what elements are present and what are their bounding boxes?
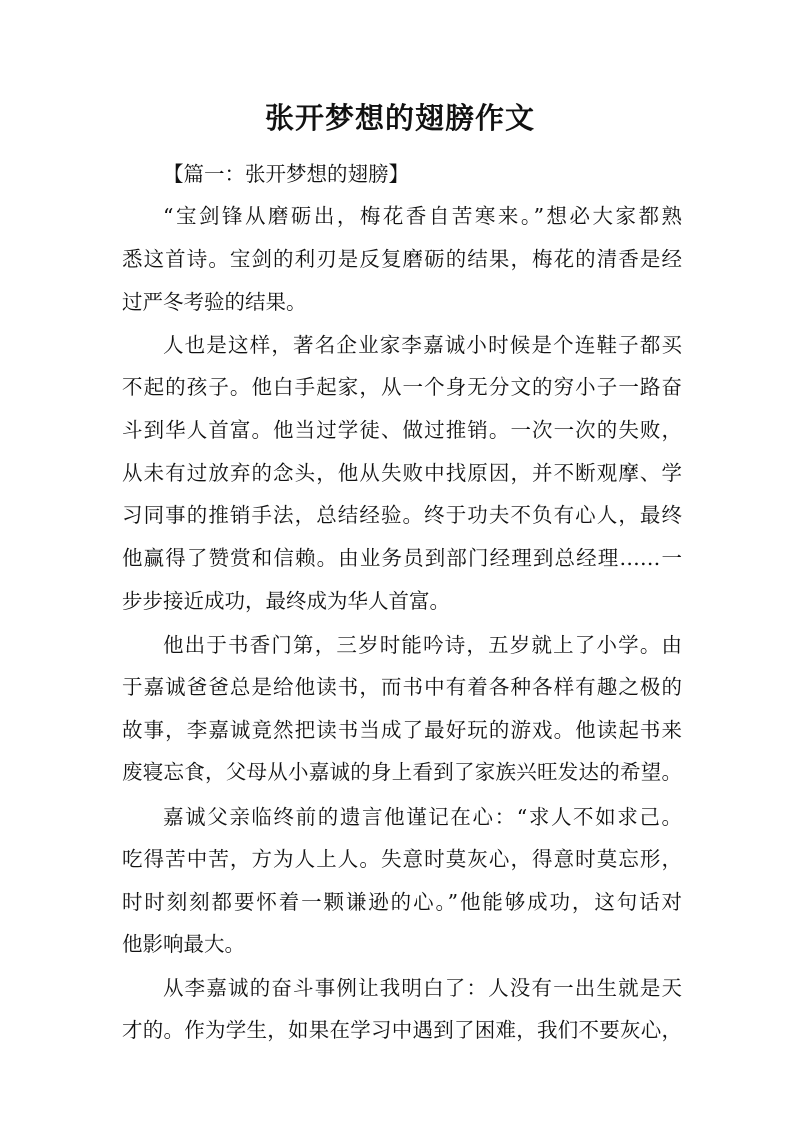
paragraph-line: “宝剑锋从磨砺出，梅花香自苦寒来。”想必大家都熟 — [163, 204, 682, 228]
paragraph-line: 人也是这样，著名企业家李嘉诚小时候是个连鞋子都买 — [163, 333, 682, 357]
paragraph-line: 斗到华人首富。他当过学徒、做过推销。一次一次的失败， — [122, 418, 682, 442]
paragraph-line: 嘉诚父亲临终前的遗言他谨记在心：“求人不如求己。 — [163, 805, 682, 829]
document-title: 张开梦想的翅膀作文 — [264, 101, 535, 135]
paragraph-line: 步步接近成功，最终成为华人首富。 — [122, 589, 450, 613]
paragraph-line: 他赢得了赞赏和信赖。由业务员到部门经理到总经理……一 — [122, 546, 682, 570]
paragraph-line: 从李嘉诚的奋斗事例让我明白了：人没有一出生就是天 — [163, 976, 682, 1000]
paragraph-line: 悉这首诗。宝剑的利刃是反复磨砺的结果，梅花的清香是经 — [122, 247, 682, 271]
paragraph-line: 从未有过放弃的念头，他从失败中找原因，并不断观摩、学 — [122, 461, 682, 485]
paragraph-line: 才的。作为学生，如果在学习中遇到了困难，我们不要灰心， — [122, 1018, 682, 1042]
paragraph-line: 吃得苦中苦，方为人上人。失意时莫灰心，得意时莫忘形， — [122, 847, 682, 871]
paragraph-line: 他影响最大。 — [122, 932, 245, 956]
paragraph-line: 习同事的推销手法，总结经验。终于功夫不负有心人，最终 — [122, 503, 682, 527]
paragraph-line: 时时刻刻都要怀着一颗谦逊的心。”他能够成功，这句话对 — [122, 890, 682, 914]
paragraph-line: 过严冬考验的结果。 — [122, 290, 307, 314]
paragraph-line: 不起的孩子。他白手起家，从一个身无分文的穷小子一路奋 — [122, 375, 682, 399]
paragraph-line: 他出于书香门第，三岁时能吟诗，五岁就上了小学。由 — [163, 633, 682, 657]
section-heading: 【篇一：张开梦想的翅膀】 — [163, 162, 409, 186]
paragraph-line: 废寝忘食，父母从小嘉诚的身上看到了家族兴旺发达的希望。 — [122, 760, 682, 784]
paragraph-line: 故事，李嘉诚竟然把读书当成了最好玩的游戏。他读起书来 — [122, 718, 682, 742]
paragraph-line: 于嘉诚爸爸总是给他读书，而书中有着各种各样有趣之极的 — [122, 675, 682, 699]
